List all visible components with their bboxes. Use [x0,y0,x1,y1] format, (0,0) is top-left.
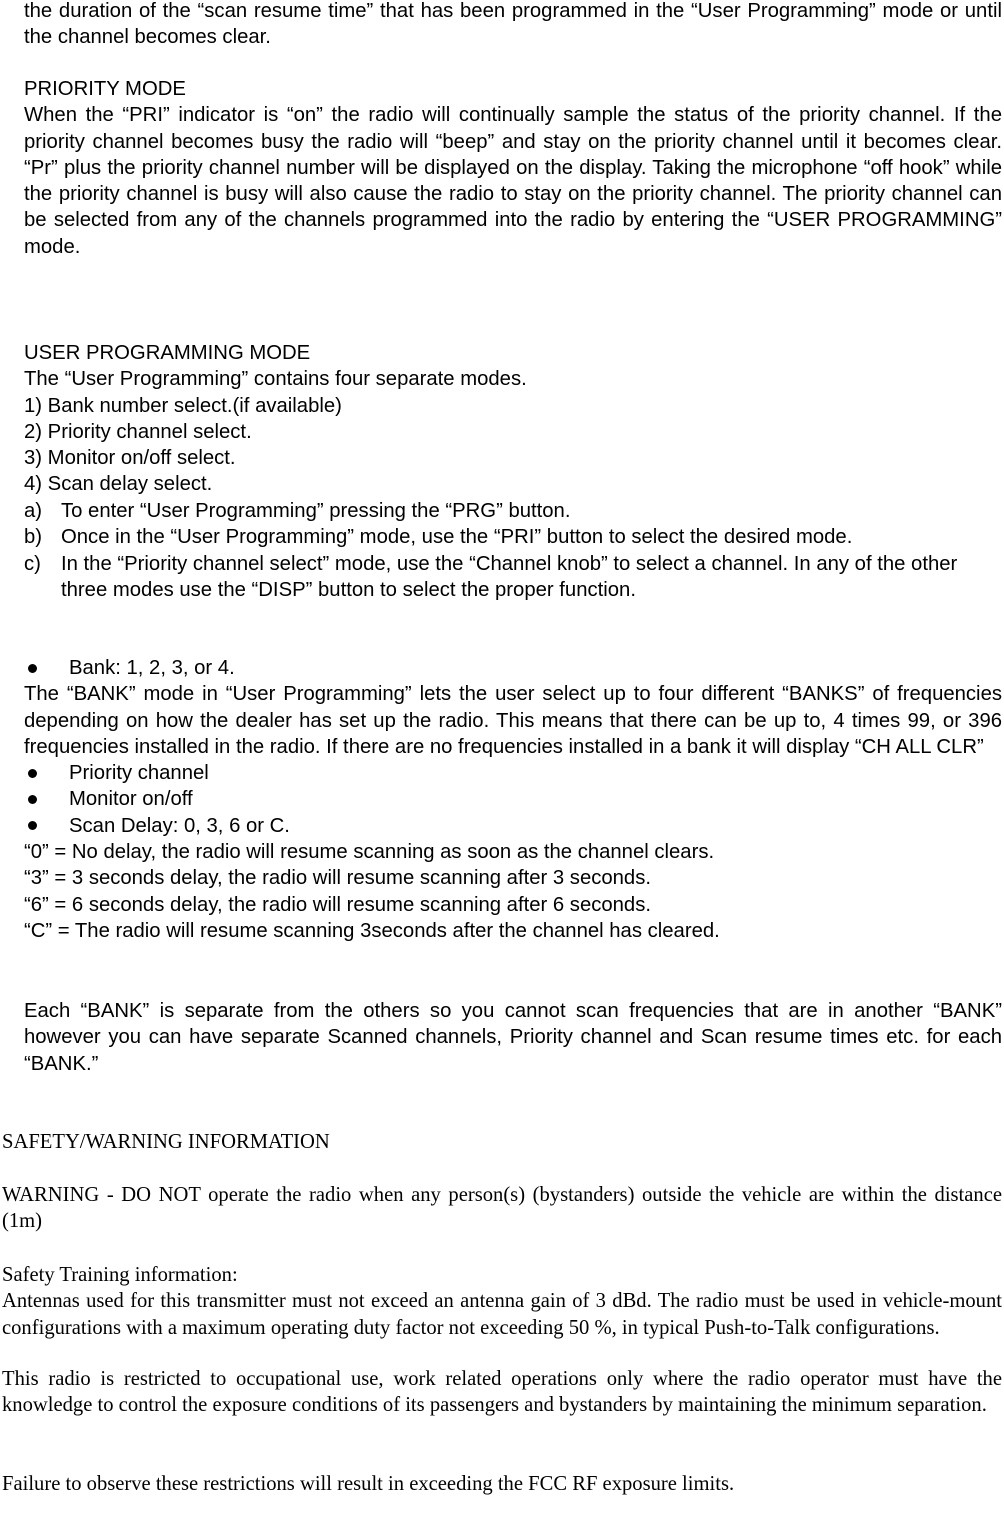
bank-paragraph: The “BANK” mode in “User Programming” lets the user select up to four different “BANKS” of frequencies depending on how the dealer has set up the radio. This means that there can be up to, 4 times 99, or 396 frequencies installed in the radio. If there are no frequencies installed in a bank it will display “CH ALL CLR” [24,683,1002,758]
mode-list-item: 2) Priority channel select. [24,420,252,443]
failure-paragraph: Failure to observe these restrictions will result in exceeding the FCC RF exposure limits. [2,1473,735,1495]
priority-heading: PRIORITY MODE [24,78,186,100]
training-heading: Safety Training information: [2,1264,238,1286]
delay-option: “0” = No delay, the radio will resume scanning as soon as the channel clears. [24,841,715,864]
step-marker: b) [24,526,43,549]
failure-block [2,1471,1002,1497]
bullet-item [24,760,1002,786]
bullet-text: Bank: 1, 2, 3, or 4. [69,657,235,679]
bank-section [24,655,1002,944]
warning-paragraph: WARNING - DO NOT operate the radio when any person(s) (bystanders) outside the vehicle are within the distance (1m) [2,1184,1002,1233]
safety-heading-block [2,1129,1002,1155]
delay-option: “3” = 3 seconds delay, the radio will resume scanning after 3 seconds. [24,867,651,890]
mode-list-item: 4) Scan delay select. [24,473,213,496]
step-text: Once in the “User Programming” mode, use the “PRI” button to select the desired mode. [61,526,853,549]
intro-section [24,0,1002,51]
mode-list-item: 1) Bank number select.(if available) [24,394,342,417]
bullet-icon [28,664,37,673]
steps-list [24,498,1002,603]
user-programming-intro: The “User Programming” contains four separate modes. [24,368,527,391]
mode-list-item: 3) Monitor on/off select. [24,447,236,470]
step-item [24,524,1002,550]
step-marker: a) [24,500,43,522]
step-item [24,551,1002,604]
step-item [24,498,1002,524]
training-block [2,1262,1002,1341]
bank-note-paragraph: Each “BANK” is separate from the others so you cannot scan frequencies that are in another “BANK” however you can have separate Scanned channels, Priority channel and Scan resume times etc. for each “BANK.” [24,1000,1002,1075]
priority-paragraph: When the “PRI” indicator is “on” the radio will continually sample the status of the priority channel. If the priority channel becomes busy the radio will “beep” and stay on the priority channel until it becomes clear. “Pr” plus the priority channel number will be displayed on the display. Taking the microphone “off hook” while the priority channel is busy will also cause the radio to stay on the priority channel. The priority channel can be selected from any of the channels programmed into the radio by entering the “USER PROGRAMMING” mode. [24,104,1002,258]
step-text: In the “Priority channel select” mode, use the “Channel knob” to select a channel. In any of the other three modes use the “DISP” button to select the proper function. [61,552,958,601]
priority-section [24,76,1002,260]
user-programming-section [24,340,1002,498]
intro-paragraph: the duration of the “scan resume time” that has been programmed in the “User Programming” mode or until the channel becomes clear. [24,0,1002,49]
bullet-icon [28,821,37,830]
safety-heading: SAFETY/WARNING INFORMATION [2,1131,330,1153]
user-programming-heading: USER PROGRAMMING MODE [24,342,311,364]
step-marker: c) [24,552,41,575]
bullet-text: Scan Delay: 0, 3, 6 or C. [69,814,290,837]
bullet-item [24,655,1002,681]
bullet-text: Priority channel [69,762,209,785]
restriction-block [2,1366,1002,1419]
bullet-text: Monitor on/off [69,788,193,811]
warning-block [2,1182,1002,1235]
training-paragraph: Antennas used for this transmitter must not exceed an antenna gain of 3 dBd. The radio must be used in vehicle-mount configurations with a maximum operating duty factor not exceeding 50 %, in typical Push-to-Talk configurations. [2,1290,1002,1339]
restriction-paragraph: This radio is restricted to occupational use, work related operations only where the radio operator must have the knowledge to control the exposure conditions of its passengers and bystanders by maintaining the minimum separation. [2,1368,1002,1417]
bullet-item [24,786,1002,812]
bullet-icon [28,795,37,804]
bank-note-section [24,998,1002,1077]
step-text: To enter “User Programming” pressing the “PRG” button. [61,500,571,522]
delay-option: “C” = The radio will resume scanning 3seconds after the channel has cleared. [24,919,720,942]
delay-option: “6” = 6 seconds delay, the radio will resume scanning after 6 seconds. [24,893,651,916]
bullet-item [24,813,1002,839]
bullet-icon [28,769,37,778]
